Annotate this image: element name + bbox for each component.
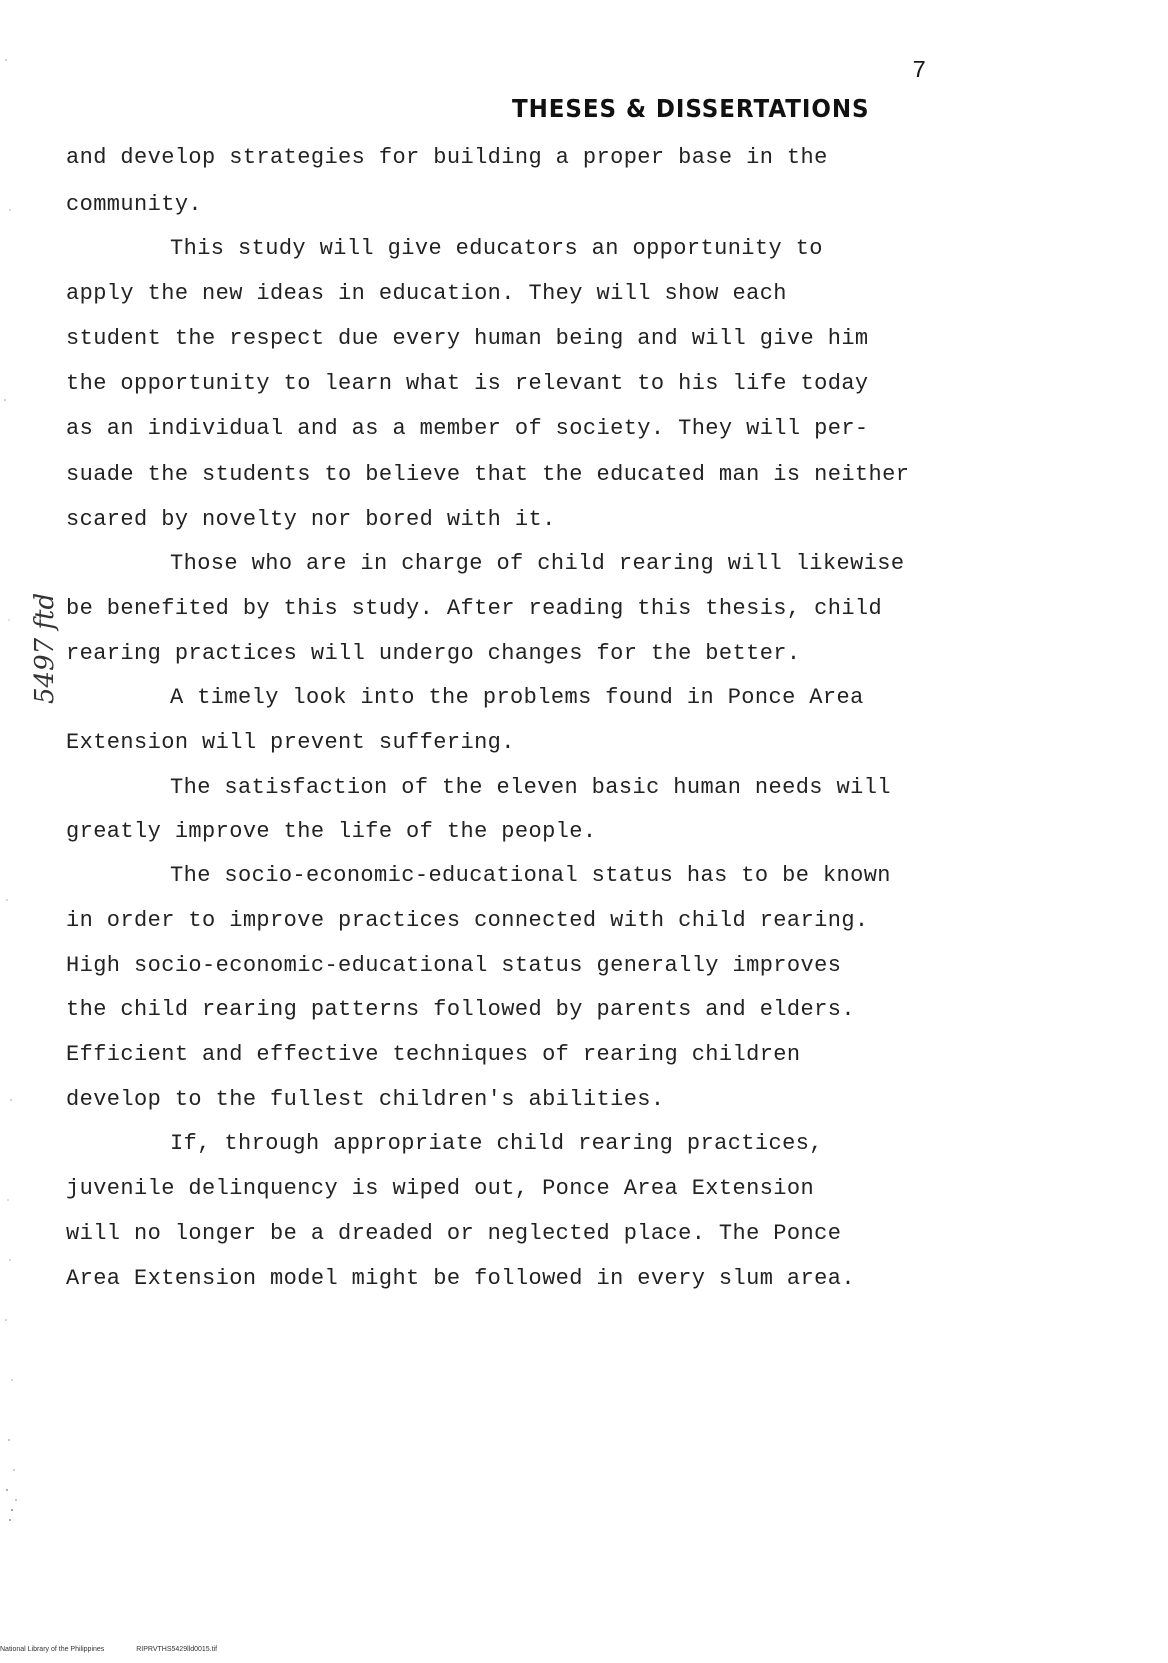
theses-dissertations-stamp: THESES & DISSERTATIONS	[512, 94, 870, 123]
page-number: 7	[912, 58, 927, 85]
text-line: rearing practices will undergo changes for the better.	[66, 641, 801, 666]
scan-edge-noise	[0, 0, 22, 1658]
text-line: High socio-economic-educational status generally improves	[66, 953, 842, 978]
text-line: student the respect due every human being and will give him	[66, 326, 869, 351]
text-line: as an individual and as a member of society. They will per-	[66, 416, 869, 441]
text-line: apply the new ideas in education. They will show each	[66, 281, 787, 306]
handwritten-margin-note	[30, 574, 66, 704]
text-line: develop to the fullest children's abilities.	[66, 1087, 665, 1112]
footer-library: National Library of the Philippines	[0, 1646, 105, 1653]
text-line: be benefited by this study. After reading this thesis, child	[66, 596, 883, 621]
text-line: A timely look into the problems found in Ponce Area	[170, 685, 864, 710]
text-line: greatly improve the life of the people.	[66, 819, 597, 844]
text-line: Area Extension model might be followed in every slum area.	[66, 1266, 855, 1291]
text-line: This study will give educators an opportunity to	[170, 236, 823, 261]
text-line: the opportunity to learn what is relevant to his life today	[66, 371, 869, 396]
footer-file-id: RIPRVTHS5429lld0015.tif	[136, 1646, 218, 1653]
text-line: Those who are in charge of child rearing will likewise	[170, 551, 905, 576]
text-line: Extension will prevent suffering.	[66, 730, 515, 755]
text-line: and develop strategies for building a proper base in the	[66, 145, 828, 170]
text-line: If, through appropriate child rearing practices,	[170, 1131, 823, 1156]
margin-note-text: 5497 ftd	[30, 592, 60, 704]
text-line: The socio-economic-educational status has to be known	[170, 863, 891, 888]
text-line: the child rearing patterns followed by parents and elders.	[66, 997, 855, 1022]
text-line: suade the students to believe that the educated man is neither	[66, 462, 910, 487]
text-line: will no longer be a dreaded or neglected place. The Ponce	[66, 1221, 842, 1246]
text-line: scared by novelty nor bored with it.	[66, 507, 556, 532]
text-line: community.	[66, 192, 203, 217]
scan-footer	[0, 1646, 217, 1653]
text-line: The satisfaction of the eleven basic human needs will	[170, 775, 891, 800]
text-line: juvenile delinquency is wiped out, Ponce Area Extension	[66, 1176, 815, 1201]
text-line: in order to improve practices connected with child rearing.	[66, 908, 869, 933]
text-line: Efficient and effective techniques of rearing children	[66, 1042, 801, 1067]
